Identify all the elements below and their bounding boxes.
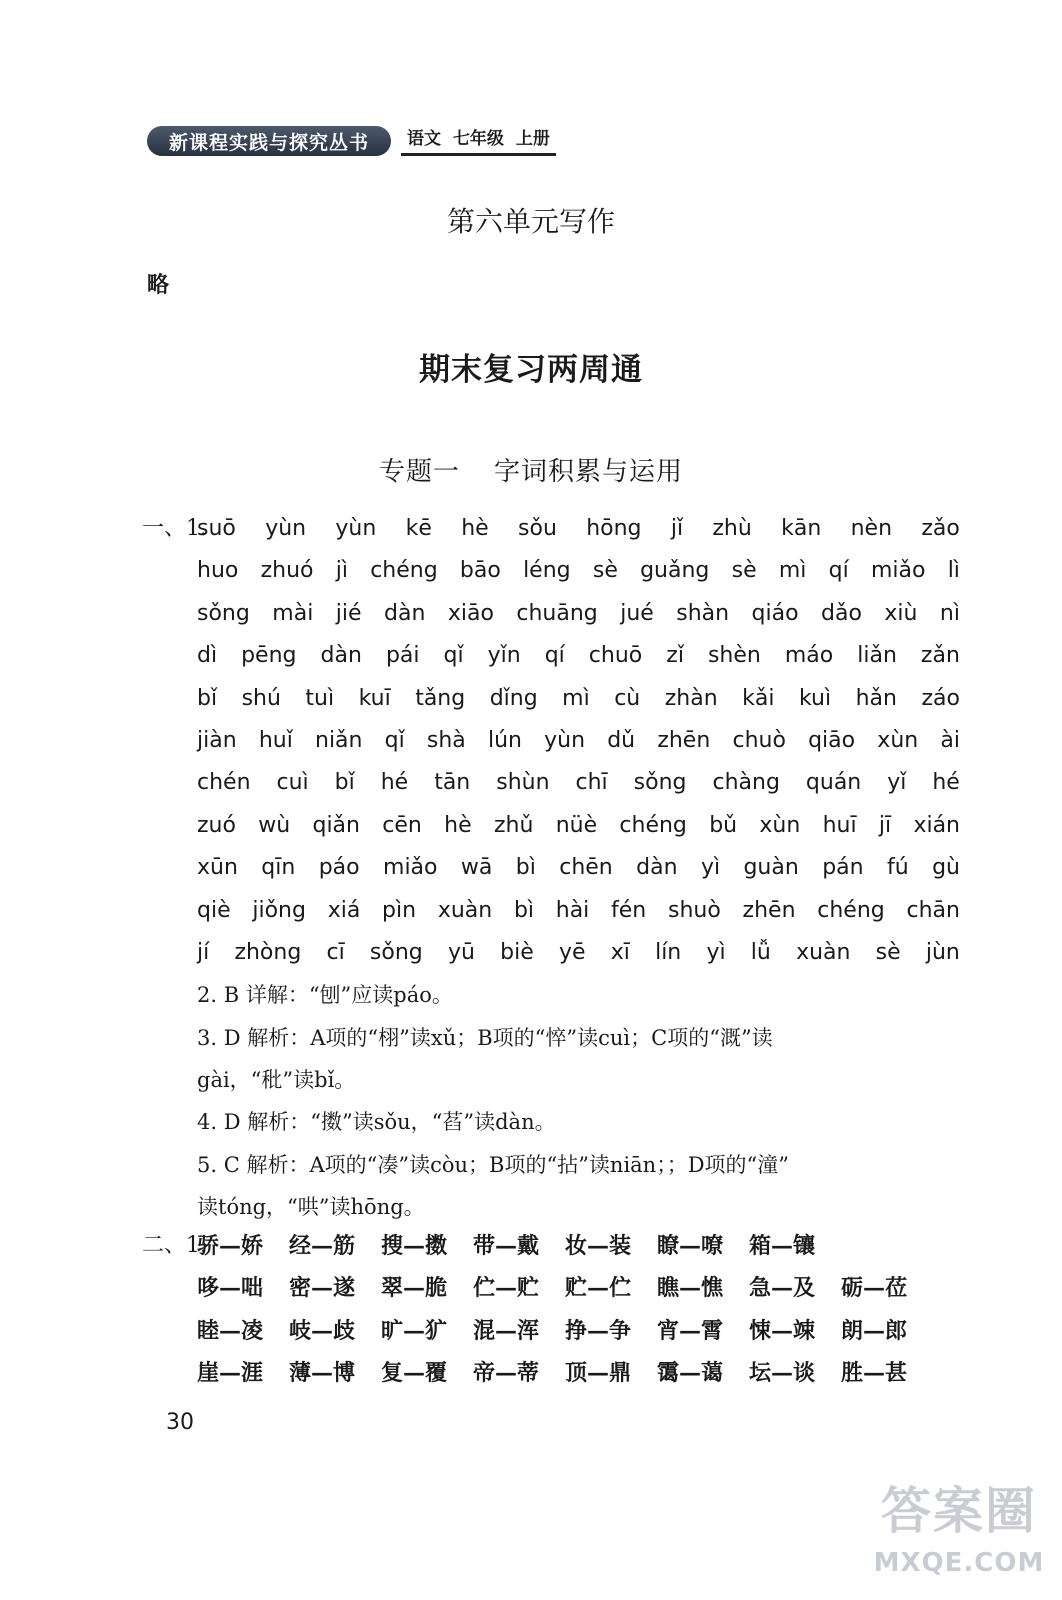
pinyin-syllable: yùn — [265, 516, 307, 541]
pinyin-syllable: dǎo — [821, 600, 862, 626]
pinyin-syllable: shùn — [496, 770, 550, 796]
character-pair: 瞧—憔 — [657, 1275, 724, 1302]
character-pair: 崖—涯 — [197, 1360, 264, 1387]
pinyin-row — [197, 678, 960, 720]
pinyin-syllable: zǎo — [921, 516, 960, 541]
pinyin-syllable: hè — [461, 516, 489, 541]
pinyin-syllable: qiáo — [751, 600, 799, 626]
pinyin-syllable: jùn — [925, 939, 960, 965]
character-pair: 悚—竦 — [749, 1317, 816, 1344]
pinyin-syllable: dǔ — [607, 727, 636, 753]
pinyin-syllable: qiǎn — [312, 812, 360, 838]
pinyin-syllable: dàn — [636, 855, 678, 881]
topic-title — [0, 451, 1062, 488]
pinyin-syllable: liǎn — [857, 643, 897, 669]
pinyin-syllable: huǐ — [258, 727, 293, 753]
explanation-line: 2. B 详解：“刨”应读páo。 — [197, 983, 453, 1008]
question-one — [142, 508, 960, 1229]
character-pair: 经—筋 — [289, 1233, 356, 1259]
pair-row — [197, 1310, 960, 1352]
pinyin-syllable: léng — [523, 558, 571, 584]
pinyin-syllable: jí — [197, 939, 210, 965]
pinyin-syllable: mì — [778, 558, 807, 584]
pinyin-syllable: miǎo — [870, 558, 926, 584]
character-pair: 砺—莅 — [841, 1275, 908, 1302]
pinyin-row — [197, 635, 960, 677]
character-pair: 复—覆 — [381, 1360, 448, 1387]
pinyin-syllable: pìn — [382, 897, 417, 923]
pinyin-syllable: hōng — [586, 516, 642, 541]
pinyin-syllable: nèn — [850, 516, 893, 541]
pinyin-syllable: chān — [906, 897, 960, 923]
pinyin-syllable: tǎng — [415, 685, 466, 711]
character-pair: 岐—歧 — [289, 1317, 356, 1344]
pinyin-syllable: xùn — [877, 727, 919, 753]
pinyin-syllable: yǐ — [887, 770, 907, 796]
pinyin-syllable: zhàn — [664, 685, 718, 711]
character-pair: 带—戴 — [473, 1233, 540, 1259]
character-pair: 混—浑 — [473, 1317, 540, 1344]
pinyin-syllable: zuó — [197, 812, 236, 838]
character-pair: 翠—脆 — [381, 1275, 448, 1302]
watermark — [864, 1476, 1054, 1596]
pinyin-syllable: qǐ — [384, 727, 405, 753]
pinyin-syllable: chéng — [619, 812, 687, 838]
pinyin-syllable: xuàn — [796, 939, 851, 965]
pinyin-syllable: pán — [822, 855, 864, 881]
character-pair: 帝—蒂 — [473, 1360, 540, 1387]
pinyin-syllable: lún — [487, 727, 522, 753]
pinyin-syllable: jué — [620, 600, 654, 626]
pinyin-syllable: chēn — [559, 855, 613, 881]
pinyin-syllable: jié — [335, 600, 362, 626]
pinyin-syllable: chéng — [370, 558, 438, 584]
pinyin-syllable: shà — [426, 727, 466, 753]
pinyin-syllable: mài — [272, 600, 314, 626]
pinyin-syllable: pái — [385, 643, 420, 669]
character-pair: 搜—擞 — [381, 1233, 448, 1259]
pinyin-syllable: zhēn — [657, 727, 711, 753]
review-title: 期末复习两周通 — [419, 352, 643, 388]
pinyin-syllable: dàn — [320, 643, 362, 669]
pinyin-syllable: dì — [197, 643, 218, 669]
page-number: 30 — [166, 1410, 194, 1435]
pinyin-syllable: zǎn — [920, 643, 960, 669]
pinyin-syllable: nüè — [555, 812, 598, 838]
pinyin-row — [197, 593, 960, 635]
pinyin-syllable: dǐng — [489, 685, 538, 711]
pinyin-syllable: xuàn — [437, 897, 493, 923]
character-pair: 朗—郎 — [841, 1317, 908, 1344]
topic-number: 专题一 — [378, 457, 460, 487]
pair-row — [197, 1267, 960, 1309]
watermark-logo: 答案圈 — [881, 1482, 1037, 1540]
pinyin-syllable: lì — [947, 558, 960, 584]
pinyin-syllable: suō — [197, 516, 236, 541]
pinyin-syllable: shàn — [676, 600, 730, 626]
explanation-line: 4. D 解析：“擞”读sǒu，“萏”读dàn。 — [197, 1110, 556, 1135]
character-pair: 哆—咄 — [197, 1275, 264, 1302]
character-pair: 密—遂 — [289, 1275, 356, 1302]
pinyin-syllable: chuò — [732, 727, 786, 753]
pinyin-syllable: sè — [592, 558, 618, 584]
pinyin-syllable: zǐ — [666, 643, 684, 669]
watermark-url: MXQE.COM — [873, 1548, 1045, 1578]
pinyin-syllable: kuì — [798, 685, 832, 711]
character-pair: 胜—甚 — [841, 1360, 908, 1387]
pinyin-syllable: pēng — [241, 643, 297, 669]
pinyin-syllable: shuò — [668, 897, 721, 923]
pinyin-syllable: zhuó — [260, 558, 314, 584]
character-pair: 贮—伫 — [565, 1275, 632, 1302]
character-pair: 瞭—嘹 — [657, 1233, 724, 1259]
character-pair: 顶—鼎 — [565, 1360, 632, 1387]
pinyin-syllable: yùn — [335, 516, 377, 541]
pinyin-syllable: lín — [655, 939, 682, 965]
pinyin-syllable: hǎn — [855, 685, 897, 711]
character-pair: 坛—谈 — [749, 1360, 816, 1387]
pinyin-row — [197, 762, 960, 804]
pinyin-syllable: hài — [555, 897, 590, 923]
page-header — [147, 122, 556, 156]
pinyin-syllable: cī — [326, 939, 345, 965]
pinyin-syllable: guàn — [743, 855, 799, 881]
character-pair: 急—及 — [749, 1275, 816, 1302]
pinyin-syllable: chī — [575, 770, 608, 796]
series-badge: 新课程实践与探究丛书 — [147, 126, 391, 156]
pinyin-syllable: jiǒng — [252, 897, 306, 923]
pair-row — [197, 1225, 960, 1267]
pinyin-syllable: máo — [784, 643, 834, 669]
explanation-line: gài，“秕”读bǐ。 — [197, 1068, 356, 1093]
unit-content: 略 — [147, 273, 170, 298]
pinyin-syllable: xián — [913, 812, 960, 838]
pinyin-syllable: jǐ — [670, 516, 684, 541]
pinyin-syllable: dàn — [384, 600, 426, 626]
pinyin-syllable: qiāo — [808, 727, 856, 753]
pinyin-syllable: sǒu — [518, 516, 557, 541]
pinyin-syllable: yǐn — [487, 643, 521, 669]
pinyin-syllable: xùn — [759, 812, 801, 838]
pinyin-syllable: shú — [241, 685, 281, 711]
pinyin-syllable: xūn — [197, 855, 238, 881]
pinyin-syllable: qí — [544, 643, 565, 669]
pinyin-syllable: nì — [939, 600, 960, 626]
pinyin-syllable: záo — [921, 685, 960, 711]
pinyin-syllable: chén — [197, 770, 251, 796]
pinyin-syllable: zhòng — [234, 939, 302, 965]
pinyin-syllable: qiè — [197, 897, 231, 923]
explanation-line: 读tóng，“哄”读hōng。 — [197, 1195, 425, 1220]
pinyin-syllable: zhǔ — [493, 812, 534, 838]
pinyin-syllable: fén — [611, 897, 647, 923]
pinyin-syllable: tuì — [305, 685, 335, 711]
pinyin-syllable: jī — [878, 812, 892, 838]
pinyin-syllable: sǒng — [197, 600, 250, 626]
pinyin-syllable: hé — [380, 770, 409, 796]
pinyin-syllable: huo — [197, 558, 239, 584]
pinyin-syllable: xiá — [327, 897, 361, 923]
pinyin-syllable: ài — [940, 727, 960, 753]
pinyin-syllable: chuāng — [516, 600, 598, 626]
pinyin-syllable: sǒng — [633, 770, 687, 796]
pinyin-syllable: hè — [444, 812, 472, 838]
pinyin-syllable: cù — [614, 685, 641, 711]
pinyin-syllable: cēn — [382, 812, 422, 838]
pinyin-syllable: quán — [805, 770, 862, 796]
pinyin-syllable: fú — [886, 855, 909, 881]
unit-title: 第六单元写作 — [446, 205, 615, 238]
pinyin-syllable: qí — [828, 558, 849, 584]
pinyin-syllable: zhù — [712, 516, 752, 541]
pinyin-syllable: tān — [434, 770, 471, 796]
character-pair: 薄—博 — [289, 1360, 356, 1387]
pinyin-syllable: bāo — [459, 558, 501, 584]
pinyin-syllable: mì — [562, 685, 590, 711]
pinyin-syllable: yì — [706, 939, 726, 965]
pinyin-syllable: guǎng — [640, 558, 710, 584]
pinyin-syllable: wā — [460, 855, 493, 881]
character-pair: 挣—争 — [565, 1317, 632, 1344]
pinyin-syllable: sǒng — [369, 939, 423, 965]
pinyin-syllable: kuī — [358, 685, 391, 711]
pinyin-syllable: chuō — [588, 643, 643, 669]
pinyin-answers — [142, 508, 960, 974]
pinyin-syllable: bì — [515, 855, 536, 881]
pinyin-syllable: páo — [318, 855, 360, 881]
pinyin-syllable: bǐ — [334, 770, 355, 796]
pinyin-syllable: sè — [731, 558, 757, 584]
character-pair: 骄—娇 — [197, 1233, 264, 1259]
book-info: 语文 七年级 上册 — [401, 124, 556, 156]
pinyin-syllable: chàng — [712, 770, 780, 796]
character-pair: 箱—镶 — [749, 1233, 816, 1259]
question-one-marker: 一、1. — [142, 516, 207, 541]
pinyin-syllable: shèn — [707, 643, 761, 669]
pinyin-syllable: huī — [822, 812, 857, 838]
pinyin-syllable: xī — [610, 939, 630, 965]
character-pairs — [142, 1225, 960, 1395]
pinyin-syllable: wù — [258, 812, 291, 838]
character-pair: 妆—装 — [565, 1233, 632, 1259]
character-pair: 宵—霄 — [657, 1317, 724, 1344]
pinyin-syllable: cuì — [276, 770, 309, 796]
pinyin-syllable: miǎo — [383, 855, 438, 881]
pinyin-syllable: sè — [875, 939, 901, 965]
pinyin-syllable: xiāo — [447, 600, 494, 626]
pinyin-row — [197, 720, 960, 762]
pinyin-row — [197, 932, 960, 974]
pinyin-syllable: bì — [513, 897, 535, 923]
pinyin-syllable: kǎi — [742, 685, 775, 711]
pinyin-syllable: niǎn — [315, 727, 363, 753]
pinyin-syllable: kān — [781, 516, 822, 541]
pinyin-syllable: yū — [447, 939, 475, 965]
pinyin-syllable: bǔ — [709, 812, 738, 838]
pinyin-syllable: zhēn — [742, 897, 796, 923]
pinyin-syllable: gù — [932, 855, 960, 881]
pinyin-syllable: chéng — [817, 897, 885, 923]
question-two-marker: 二、1. — [142, 1233, 207, 1258]
pinyin-syllable: jì — [335, 558, 348, 584]
pinyin-row — [197, 550, 960, 592]
question-two — [142, 1225, 960, 1395]
pinyin-syllable: biè — [500, 939, 534, 965]
character-pair: 旷—犷 — [381, 1317, 448, 1344]
explanation-line: 5. C 解析：A项的“凑”读còu；B项的“拈”读niān；；D项的“潼” — [197, 1152, 790, 1177]
pinyin-syllable: yì — [700, 855, 721, 881]
pinyin-syllable: yùn — [544, 727, 586, 753]
pinyin-syllable: kē — [405, 516, 432, 541]
topic-name: 字词积累与运用 — [494, 457, 684, 487]
pair-row — [197, 1352, 960, 1394]
pinyin-syllable: qīn — [261, 855, 296, 881]
explanations — [142, 974, 960, 1228]
pinyin-syllable: xiù — [884, 600, 918, 626]
pinyin-row — [197, 847, 960, 889]
character-pair: 睦—凌 — [197, 1317, 264, 1344]
character-pair: 伫—贮 — [473, 1275, 540, 1302]
pinyin-syllable: bǐ — [197, 685, 218, 711]
pinyin-syllable: qǐ — [443, 643, 464, 669]
pinyin-syllable: yē — [558, 939, 586, 965]
pinyin-row — [197, 508, 960, 550]
pinyin-row — [197, 805, 960, 847]
pinyin-syllable: hé — [932, 770, 960, 796]
pinyin-row — [197, 890, 960, 932]
character-pair: 霭—蔼 — [657, 1360, 724, 1387]
pinyin-syllable: lǚ — [750, 939, 771, 965]
explanation-line: 3. D 解析：A项的“栩”读xǔ；B项的“悴”读cuì；C项的“溉”读 — [197, 1025, 773, 1050]
pinyin-syllable: jiàn — [197, 727, 237, 753]
